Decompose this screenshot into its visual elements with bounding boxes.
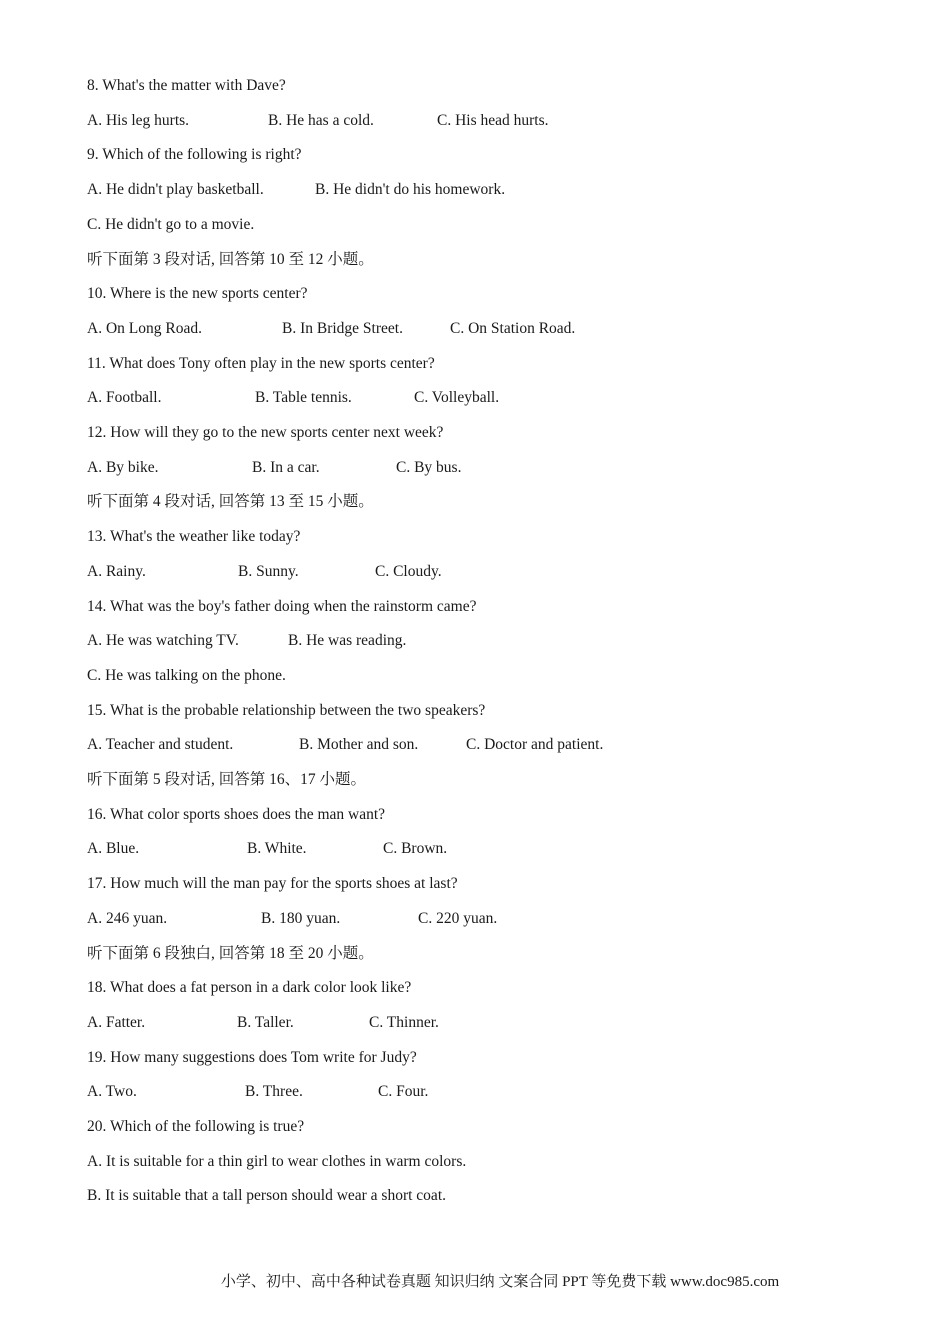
answer-option: A. By bike. bbox=[87, 459, 159, 476]
question-text: 9. Which of the following is right? bbox=[87, 146, 302, 163]
answer-option: B. In Bridge Street. bbox=[282, 320, 403, 337]
question-text: 19. How many suggestions does Tom write for Judy? bbox=[87, 1049, 417, 1066]
answer-option: B. Three. bbox=[245, 1083, 303, 1100]
question-text: 18. What does a fat person in a dark color look like? bbox=[87, 979, 412, 996]
question-text: 11. What does Tony often play in the new sports center? bbox=[87, 355, 435, 372]
answer-option: C. 220 yuan. bbox=[418, 910, 498, 927]
question-text: C. He didn't go to a movie. bbox=[87, 216, 255, 233]
question-text: B. It is suitable that a tall person should wear a short coat. bbox=[87, 1187, 446, 1204]
answer-option: C. Four. bbox=[378, 1083, 429, 1100]
answer-option: B. 180 yuan. bbox=[261, 910, 341, 927]
answer-option: C. Cloudy. bbox=[375, 563, 442, 580]
question-text: 15. What is the probable relationship between the two speakers? bbox=[87, 702, 486, 719]
section-instruction: 听下面第 5 段对话, 回答第 16、17 小题。 bbox=[87, 771, 367, 788]
answer-option: A. Blue. bbox=[87, 840, 140, 857]
section-instruction: 听下面第 3 段对话, 回答第 10 至 12 小题。 bbox=[87, 251, 374, 268]
answer-option: C. Volleyball. bbox=[414, 389, 500, 406]
answer-option: C. Brown. bbox=[383, 840, 448, 857]
answer-option: A. Teacher and student. bbox=[87, 736, 234, 753]
question-text: 12. How will they go to the new sports center next week? bbox=[87, 424, 444, 441]
answer-option: A. His leg hurts. bbox=[87, 112, 190, 129]
answer-option: B. In a car. bbox=[252, 459, 320, 476]
answer-option: C. On Station Road. bbox=[450, 320, 576, 337]
answer-option: C. Doctor and patient. bbox=[466, 736, 604, 753]
question-text: 13. What's the weather like today? bbox=[87, 528, 301, 545]
answer-option: A. He was watching TV. bbox=[87, 632, 239, 649]
question-text: A. It is suitable for a thin girl to wear clothes in warm colors. bbox=[87, 1153, 467, 1170]
answer-option: A. Fatter. bbox=[87, 1014, 146, 1031]
answer-option: A. On Long Road. bbox=[87, 320, 202, 337]
answer-option: A. Rainy. bbox=[87, 563, 146, 580]
question-text: 14. What was the boy's father doing when the rainstorm came? bbox=[87, 598, 477, 615]
answer-option: B. He was reading. bbox=[288, 632, 407, 649]
answer-option: B. Taller. bbox=[237, 1014, 294, 1031]
answer-option: A. He didn't play basketball. bbox=[87, 181, 264, 198]
question-text: 20. Which of the following is true? bbox=[87, 1118, 305, 1135]
answer-option: C. By bus. bbox=[396, 459, 462, 476]
page-footer: 小学、初中、高中各种试卷真题 知识归纳 文案合同 PPT 等免费下载 www.doc985.com bbox=[220, 1274, 780, 1290]
answer-option: A. 246 yuan. bbox=[87, 910, 168, 927]
question-text: C. He was talking on the phone. bbox=[87, 667, 286, 684]
answer-option: C. Thinner. bbox=[369, 1014, 439, 1031]
question-text: 8. What's the matter with Dave? bbox=[87, 77, 286, 94]
answer-option: B. He has a cold. bbox=[268, 112, 374, 129]
question-text: 16. What color sports shoes does the man want? bbox=[87, 806, 386, 823]
question-text: 10. Where is the new sports center? bbox=[87, 285, 308, 302]
answer-option: B. He didn't do his homework. bbox=[315, 181, 506, 198]
question-text: 17. How much will the man pay for the sports shoes at last? bbox=[87, 875, 458, 892]
section-instruction: 听下面第 4 段对话, 回答第 13 至 15 小题。 bbox=[87, 493, 374, 510]
section-instruction: 听下面第 6 段独白, 回答第 18 至 20 小题。 bbox=[87, 945, 374, 962]
answer-option: A. Football. bbox=[87, 389, 162, 406]
answer-option: B. Sunny. bbox=[238, 563, 299, 580]
answer-option: C. His head hurts. bbox=[437, 112, 549, 129]
answer-option: B. Table tennis. bbox=[255, 389, 352, 406]
answer-option: B. Mother and son. bbox=[299, 736, 419, 753]
answer-option: A. Two. bbox=[87, 1083, 137, 1100]
answer-option: B. White. bbox=[247, 840, 307, 857]
